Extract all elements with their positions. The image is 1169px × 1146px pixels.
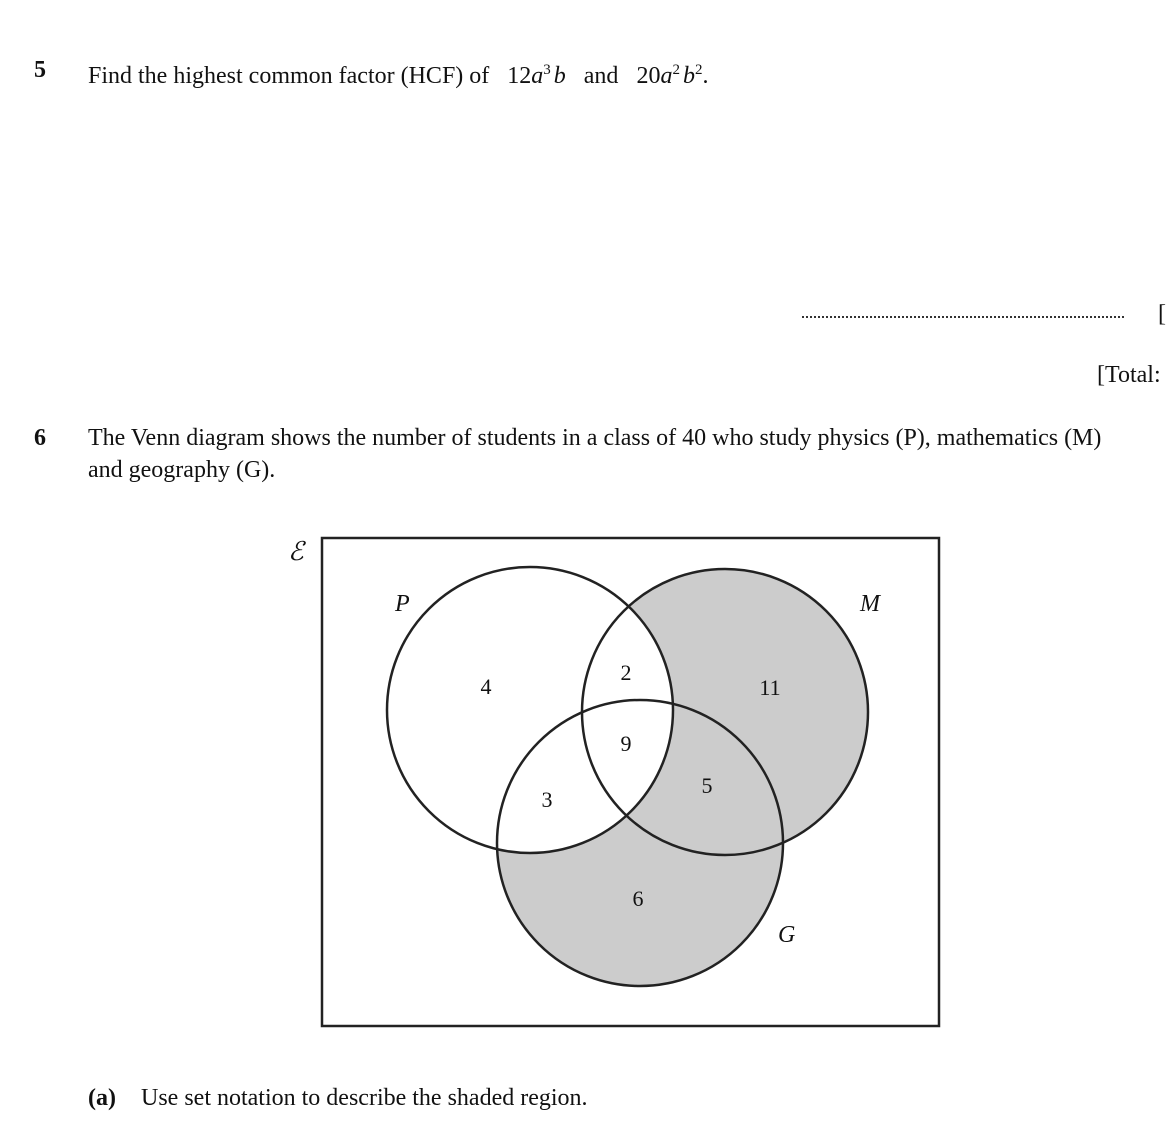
region-m-only: 11 xyxy=(759,675,781,700)
region-g-only: 6 xyxy=(632,886,644,911)
part-a-text: Use set notation to describe the shaded region. xyxy=(141,1085,588,1111)
region-p-only: 4 xyxy=(480,674,492,699)
question-5-prompt: Find the highest common factor (HCF) of xyxy=(88,63,490,89)
region-p-m-g: 9 xyxy=(620,731,632,756)
label-g: G xyxy=(778,922,796,948)
universal-set-symbol: ℰ xyxy=(288,537,304,566)
label-p: P xyxy=(395,591,410,617)
question-6-number: 6 xyxy=(34,425,46,451)
question-6-line-2: and geography (G). xyxy=(88,457,276,483)
part-a-label: (a) xyxy=(88,1085,116,1111)
term-20a2b2: $20a^2$ $b^2$ xyxy=(636,62,703,89)
total-marks: [Total: xyxy=(1097,362,1161,388)
question-5-number: 5 xyxy=(34,57,46,83)
region-p-and-g-only: 3 xyxy=(541,787,553,812)
term-12a3b: $12a^3$ b xyxy=(507,62,566,89)
region-m-and-g-only: 5 xyxy=(701,773,713,798)
region-p-and-m-only: 2 xyxy=(620,660,632,685)
and-word: and xyxy=(583,63,619,89)
label-m: M xyxy=(860,591,880,617)
question-6-line-1: The Venn diagram shows the number of students in a class of 40 who study physics (P), mathematics (M) xyxy=(88,425,1102,451)
marks-bracket: [ xyxy=(1158,301,1166,327)
question-5-text: Find the highest common factor (HCF) of $12a^3$ b and $20a^2$ $b^2$. xyxy=(88,62,709,89)
